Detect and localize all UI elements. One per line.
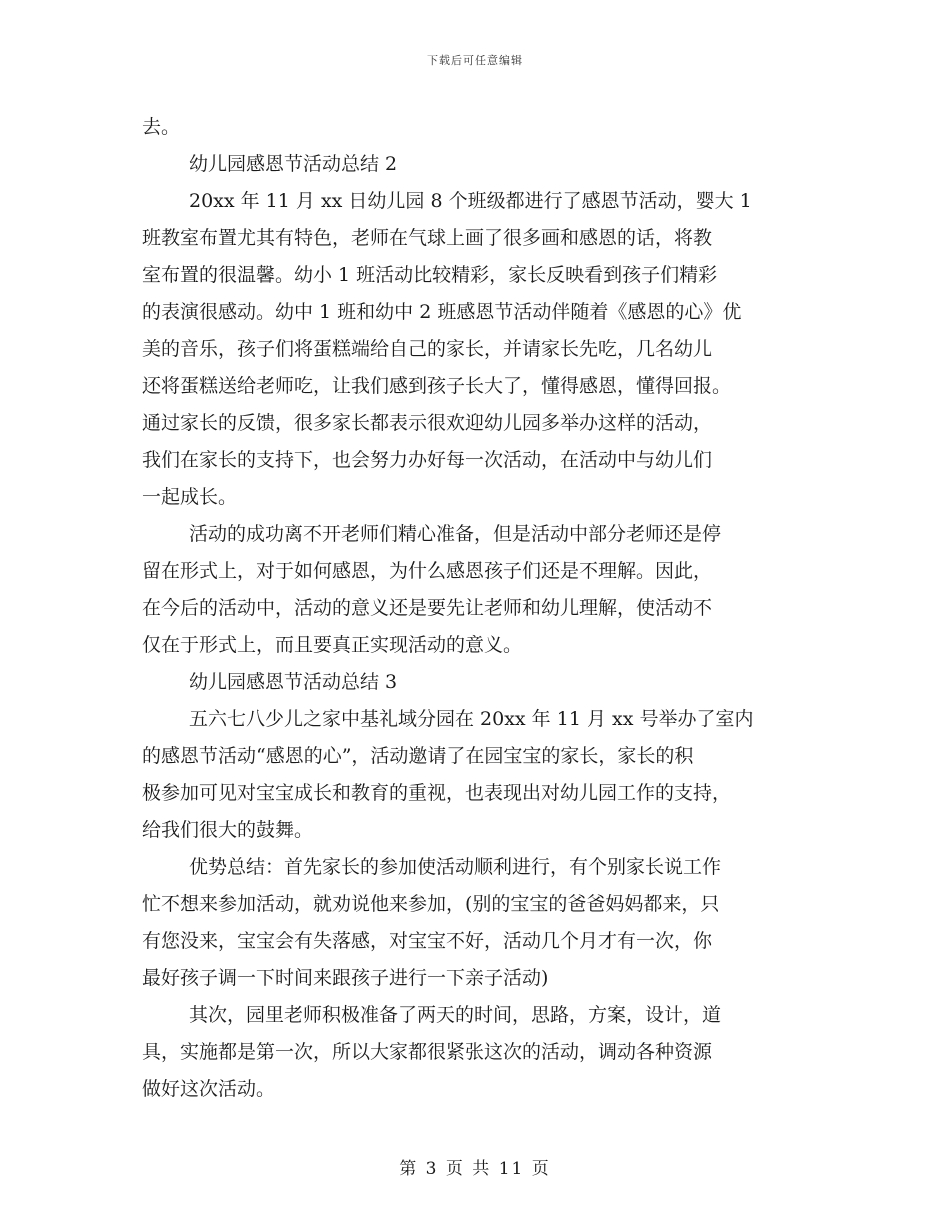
- paragraph-line: 的表演很感动。幼中 1 班和幼中 2 班感恩节活动伴随着《感恩的心》优: [142, 301, 742, 323]
- document-body: [142, 109, 810, 1108]
- paragraph-line: 美的音乐，孩子们将蛋糕端给自己的家长，并请家长先吃，几名幼儿: [142, 338, 713, 360]
- paragraph-line: 的感恩节活动“感恩的心”，活动邀请了在园宝宝的家长，家长的积: [142, 745, 694, 767]
- paragraph-line: 给我们很大的鼓舞。: [142, 819, 314, 841]
- section-heading: 幼儿园感恩节活动总结 2: [189, 153, 398, 175]
- paragraph-line: 20xx 年 11 月 xx 日幼儿园 8 个班级都进行了感恩节活动，婴大 1: [189, 190, 752, 212]
- page-footer: 第 3 页 共 11 页: [399, 1159, 551, 1179]
- paragraph-line: 我们在家长的支持下，也会努力办好每一次活动，在活动中与幼儿们: [142, 449, 713, 471]
- section-heading: 幼儿园感恩节活动总结 3: [189, 671, 398, 693]
- paragraph-line: 做好这次活动。: [142, 1078, 276, 1100]
- paragraph-line: 室布置的很温馨。幼小 1 班活动比较精彩，家长反映看到孩子们精彩: [142, 264, 718, 286]
- paragraph-line: 一起成长。: [142, 486, 238, 508]
- paragraph-line: 其次，园里老师积极准备了两天的时间，思路，方案，设计，道: [189, 1004, 722, 1026]
- paragraph-line: 在今后的活动中，活动的意义还是要先让老师和幼儿理解，使活动不: [142, 597, 713, 619]
- paragraph-line: 活动的成功离不开老师们精心准备，但是活动中部分老师还是停: [189, 523, 722, 545]
- paragraph-line: 五六七八少儿之家中基礼域分园在 20xx 年 11 月 xx 号举办了室内: [189, 708, 754, 730]
- paragraph-line: 忙不想来参加活动，就劝说他来参加，(别的宝宝的爸爸妈妈都来，只: [142, 893, 720, 915]
- page-header: 下载后可任意编辑: [427, 54, 523, 67]
- paragraph-line: 优势总结：首先家长的参加使活动顺利进行，有个别家长说工作: [189, 856, 722, 878]
- paragraph-line: 还将蛋糕送给老师吃，让我们感到孩子长大了，懂得感恩，懂得回报。: [142, 375, 732, 397]
- paragraph-line: 通过家长的反馈，很多家长都表示很欢迎幼儿园多举办这样的活动，: [142, 412, 713, 434]
- paragraph-line: 有您没来，宝宝会有失落感，对宝宝不好，活动几个月才有一次，你: [142, 930, 713, 952]
- body-line: 去。: [142, 116, 181, 138]
- paragraph-line: 具，实施都是第一次，所以大家都很紧张这次的活动，调动各种资源: [142, 1041, 713, 1063]
- paragraph-line: 极参加可见对宝宝成长和教育的重视，也表现出对幼儿园工作的支持，: [142, 782, 732, 804]
- paragraph-line: 仅在于形式上，而且要真正实现活动的意义。: [142, 634, 523, 656]
- paragraph-line: 班教室布置尤其有特色，老师在气球上画了很多画和感恩的话，将教: [142, 227, 713, 249]
- paragraph-line: 最好孩子调一下时间来跟孩子进行一下亲子活动): [142, 967, 549, 989]
- paragraph-line: 留在形式上，对于如何感恩，为什么感恩孩子们还是不理解。因此，: [142, 560, 713, 582]
